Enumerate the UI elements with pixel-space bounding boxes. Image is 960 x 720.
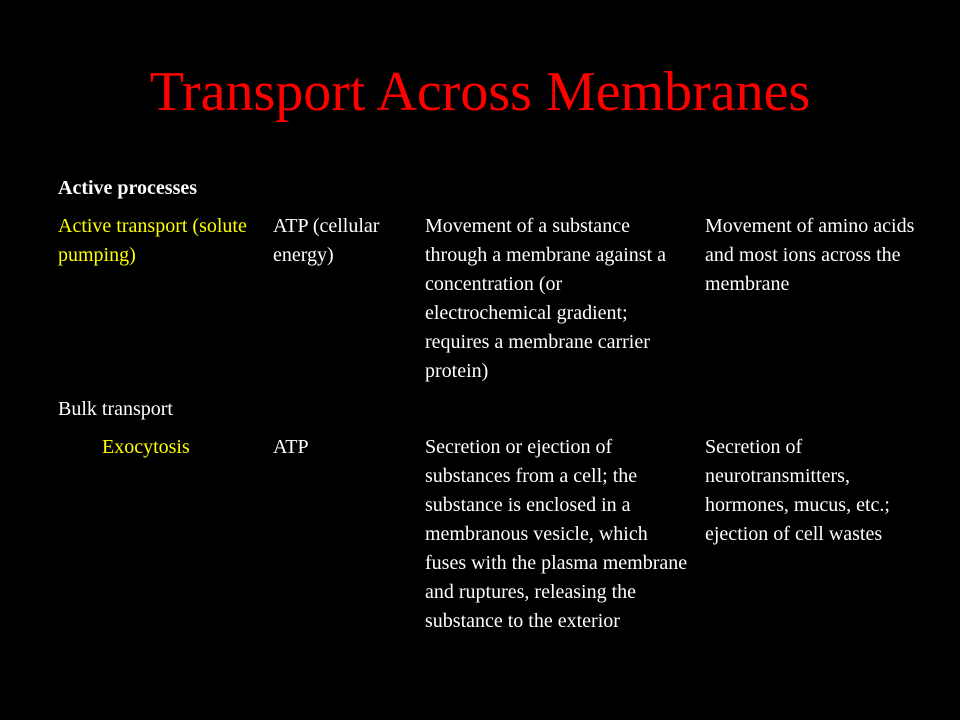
slide-title: Transport Across Membranes: [149, 61, 811, 123]
description-cell: Secretion or ejection of substances from a cell; the substance is enclosed in a membranous vesicle, which fuses with the plasma membrane and ruptures, releasing the substance to the exterior: [425, 436, 688, 632]
section-heading-active-processes: Active processes: [58, 177, 198, 199]
energy-source-cell: ATP (cellular energy): [273, 215, 380, 266]
process-name-cell: Exocytosis: [102, 436, 190, 458]
section-heading-bulk-transport: Bulk transport: [58, 398, 173, 420]
examples-cell: Secretion of neurotransmitters, hormones, mucus, etc.; ejection of cell wastes: [705, 436, 890, 545]
description-cell: Movement of a substance through a membrane against a concentration (or electrochemical gradient; requires a membrane carrier protein): [425, 215, 667, 382]
energy-source-cell: ATP: [273, 436, 309, 458]
examples-cell: Movement of amino acids and most ions across the membrane: [705, 215, 915, 295]
process-name-cell: Active transport (solute pumping): [58, 215, 247, 266]
